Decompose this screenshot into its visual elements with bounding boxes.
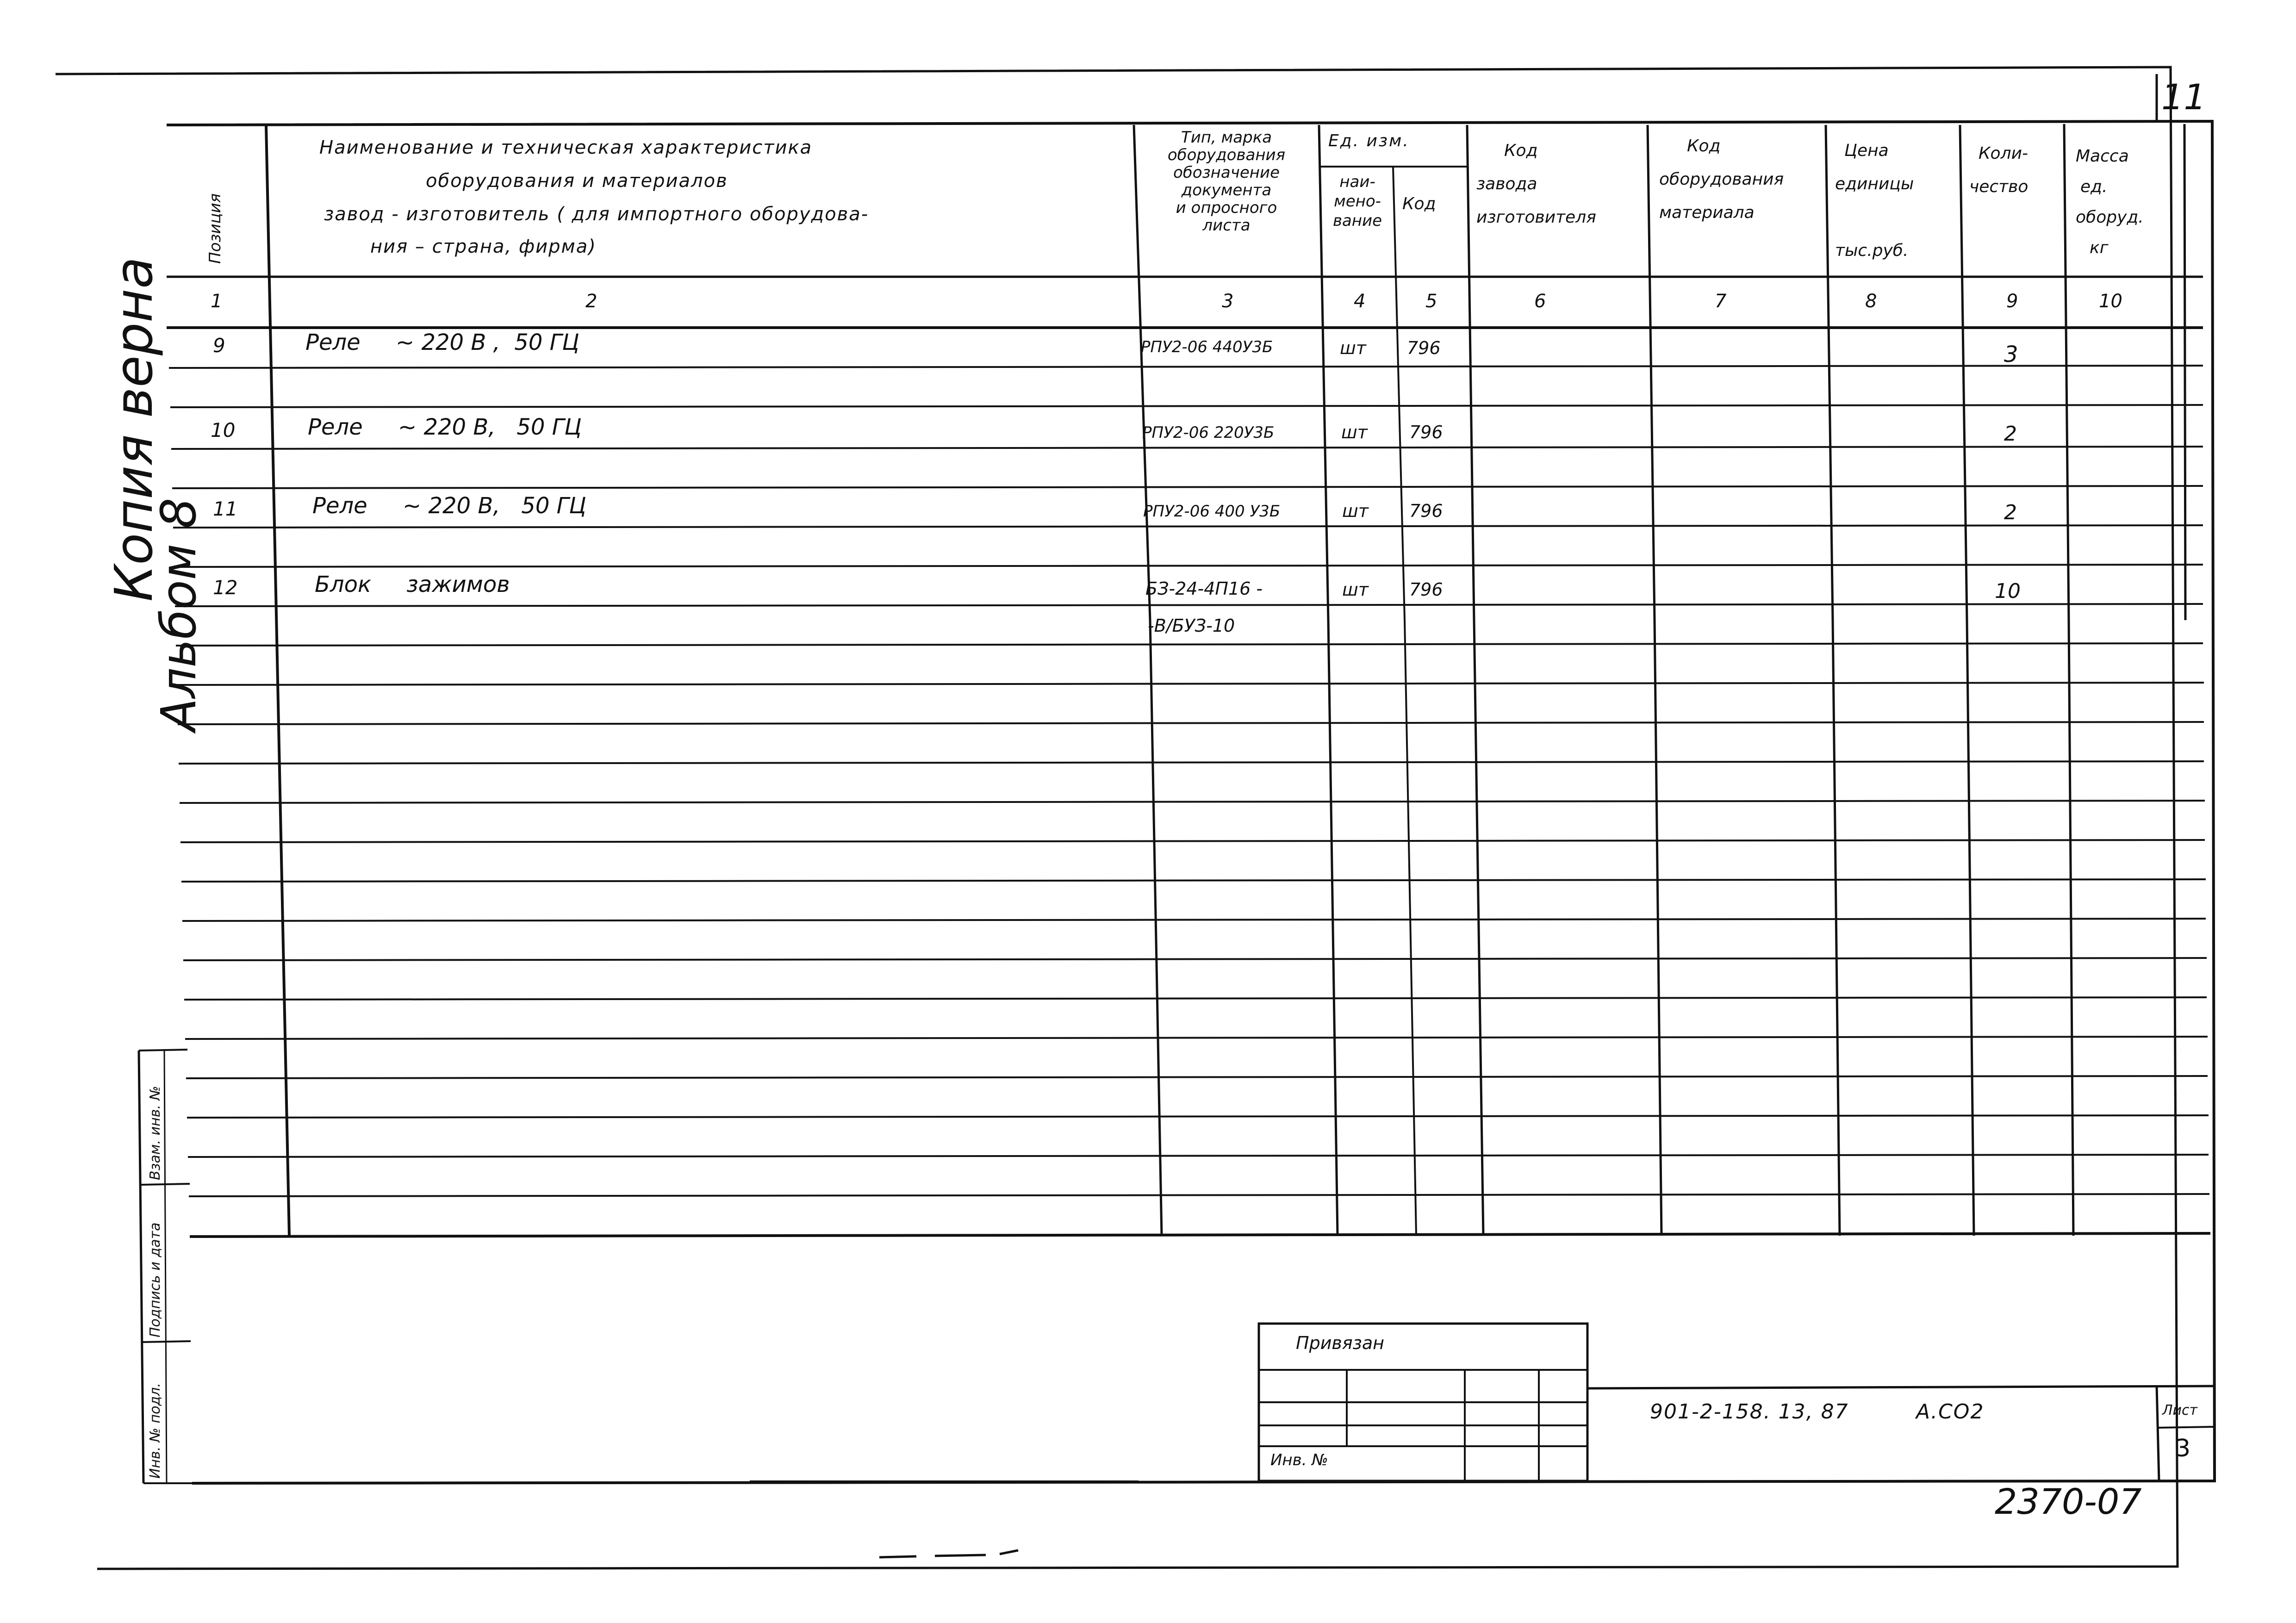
header-material-code-line: материала (1659, 203, 1755, 222)
column-number: 8 (1865, 291, 1877, 312)
row-quantity: 10 (1995, 579, 2021, 603)
header-unit: Ед. изм. (1328, 131, 1410, 150)
column-number: 10 (2099, 291, 2122, 312)
album-stamp: Альбом 8 (150, 497, 207, 731)
column-number: 6 (1534, 291, 1546, 312)
document-suffix: А.СО2 (1916, 1400, 1985, 1424)
row-name: Реле ~ 220 В, 50 ГЦ (308, 414, 582, 440)
margin-label-replacement: Взам. инв. № (147, 1086, 163, 1180)
header-quantity-cell (1969, 137, 2062, 204)
header-mass-line: Масса (2076, 147, 2129, 166)
header-price-line: Цена (1844, 141, 1889, 160)
outer-frame (56, 67, 2178, 1569)
copy-certified-stamp: Копия верна (104, 257, 164, 602)
inventory-number-label: Инв. № (1270, 1451, 1328, 1469)
header-unit-name-line: наи- (1339, 173, 1375, 191)
row-type: РПУ2-06 400 У3Б (1143, 502, 1281, 521)
header-name-line3: завод - изготовитель ( для импортного оборудова- (324, 204, 869, 225)
row-code: 796 (1407, 338, 1441, 358)
row-position: 12 (213, 576, 238, 599)
row-name: Реле ~ 220 В, 50 ГЦ (312, 493, 586, 519)
row-position: 10 (211, 419, 236, 442)
row-code: 796 (1409, 579, 1443, 600)
sheet-label: Лист (2162, 1402, 2198, 1418)
row-position: 9 (213, 334, 225, 357)
margin-label-signature: Подпись и дата (147, 1222, 163, 1337)
header-unit-code: Код (1402, 194, 1436, 213)
header-type-cell (1136, 129, 1317, 234)
row-quantity: 3 (2004, 342, 2018, 367)
header-name-line1: Наименование и техническая характеристика (319, 137, 813, 158)
header-mass-line: ед. (2080, 177, 2108, 196)
sheet-corner-number: 11 (2161, 76, 2206, 118)
row-position: 11 (213, 497, 238, 520)
privyazan-label: Привязан (1296, 1333, 1384, 1353)
row-unit: шт (1342, 579, 1369, 600)
header-type-line: документа (1181, 181, 1272, 199)
row-type: РПУ2-06 440У3Б (1141, 338, 1273, 356)
header-plant-code-line: завода (1476, 174, 1537, 193)
row-name: Блок зажимов (315, 572, 510, 597)
header-unit-name-cell (1323, 172, 1392, 230)
header-mass-cell (2071, 141, 2182, 263)
row-code: 796 (1409, 422, 1443, 442)
margin-label-inv-no: Инв. № подл. (147, 1383, 163, 1479)
header-price-line: единицы (1835, 174, 1914, 193)
header-quantity-line: чество (1969, 177, 2028, 196)
row-type: БЗ-24-4П16 - (1145, 578, 1263, 599)
sheet-number: 3 (2175, 1435, 2191, 1462)
header-name-line4: ния – страна, фирма) (370, 236, 597, 257)
column-number: 5 (1425, 291, 1437, 312)
row-type: РПУ2-06 220У3Б (1142, 423, 1275, 442)
header-mass-line: кг (2090, 238, 2109, 257)
column-number: 1 (211, 291, 223, 312)
column-number: 9 (2006, 291, 2018, 312)
row-unit: шт (1340, 338, 1366, 358)
bottom-registration-number: 2370-07 (1995, 1481, 2142, 1522)
header-mass-line: оборуд. (2076, 208, 2144, 227)
header-material-code-cell (1659, 130, 1826, 230)
header-unit-name-line: мено- (1334, 192, 1381, 211)
column-number: 3 (1222, 291, 1234, 312)
header-price-cell (1835, 134, 1960, 267)
row-quantity: 2 (2004, 422, 2017, 446)
header-type-line: Тип, марка (1181, 128, 1272, 147)
header-price-line: тыс.руб. (1835, 241, 1909, 260)
header-plant-code-line: изготовителя (1476, 208, 1596, 227)
header-type-line: обозначение (1173, 163, 1280, 182)
row-code: 796 (1409, 501, 1443, 521)
header-plant-code-line: Код (1504, 141, 1538, 160)
column-number: 4 (1354, 291, 1366, 312)
header-material-code-line: оборудования (1659, 170, 1784, 189)
document-code: 901-2-158. 13, 87 (1650, 1400, 1849, 1424)
row-name: Реле ~ 220 В , 50 ГЦ (305, 330, 579, 355)
header-material-code-line: Код (1687, 137, 1721, 155)
header-plant-code-cell (1476, 134, 1648, 234)
row-unit: шт (1342, 501, 1369, 521)
header-type-line: листа (1202, 216, 1251, 235)
header-type-line: и опросного (1176, 199, 1277, 217)
header-quantity-line: Коли- (1979, 144, 2028, 163)
column-number: 7 (1715, 291, 1727, 312)
header-name-line2: оборудования и материалов (426, 170, 728, 192)
header-type-line: оборудования (1167, 146, 1286, 164)
column-number: 2 (585, 291, 597, 312)
header-position: Позиция (206, 193, 224, 264)
header-unit-name-line: вание (1332, 211, 1382, 230)
row-quantity: 2 (2004, 501, 2017, 524)
row-unit: шт (1341, 422, 1368, 442)
row-type-continued: -В/БУЗ-10 (1148, 616, 1235, 636)
